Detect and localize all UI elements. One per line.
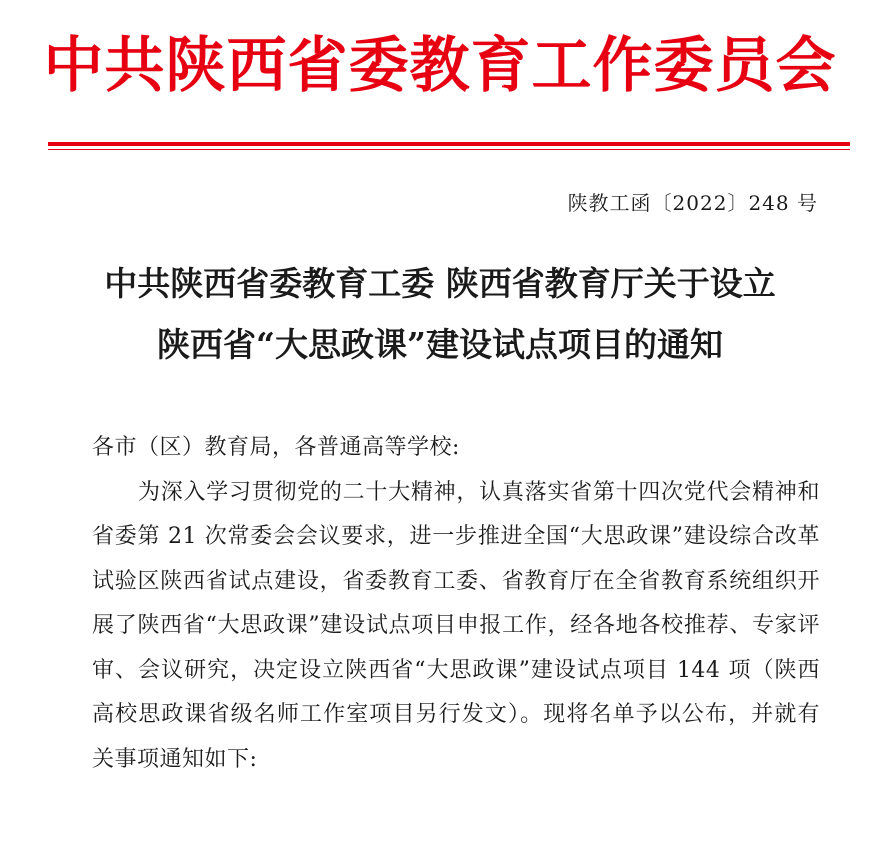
salutation: 各市（区）教育局，各普通高等学校: xyxy=(92,435,460,460)
red-header-rule-thin xyxy=(48,149,850,150)
document-number: 陕教工函〔2022〕248 号 xyxy=(567,191,818,215)
masthead-organization: 中共陕西省委教育工作委员会 xyxy=(43,31,837,101)
document-title-line-2: 陕西省“大思政课”建设试点项目的通知 xyxy=(157,325,723,364)
document-body xyxy=(92,426,820,782)
red-header-rule-thick xyxy=(48,142,850,146)
body-paragraph: 为深入学习贯彻党的二十大精神，认真落实省第十四次党代会精神和省委第 21 次常委会会议要求，进一步推进全国“大思政课”建设综合改革试验区陕西省试点建设，省委教育工委、省教育厅在全省教育系统组织开展了陕西省“大思政课”建设试点项目申报工作，经各地各校推荐、专家评审、会议研究，决定设立陕西省“大思政课”建设试点项目 144 项（陕西高校思政课省级名师工作室项目另行发文）。现将名单予以公布，并就有关事项通知如下: xyxy=(92,479,820,772)
document-title-line-1: 中共陕西省委教育工委 陕西省教育厅关于设立 xyxy=(104,264,776,303)
